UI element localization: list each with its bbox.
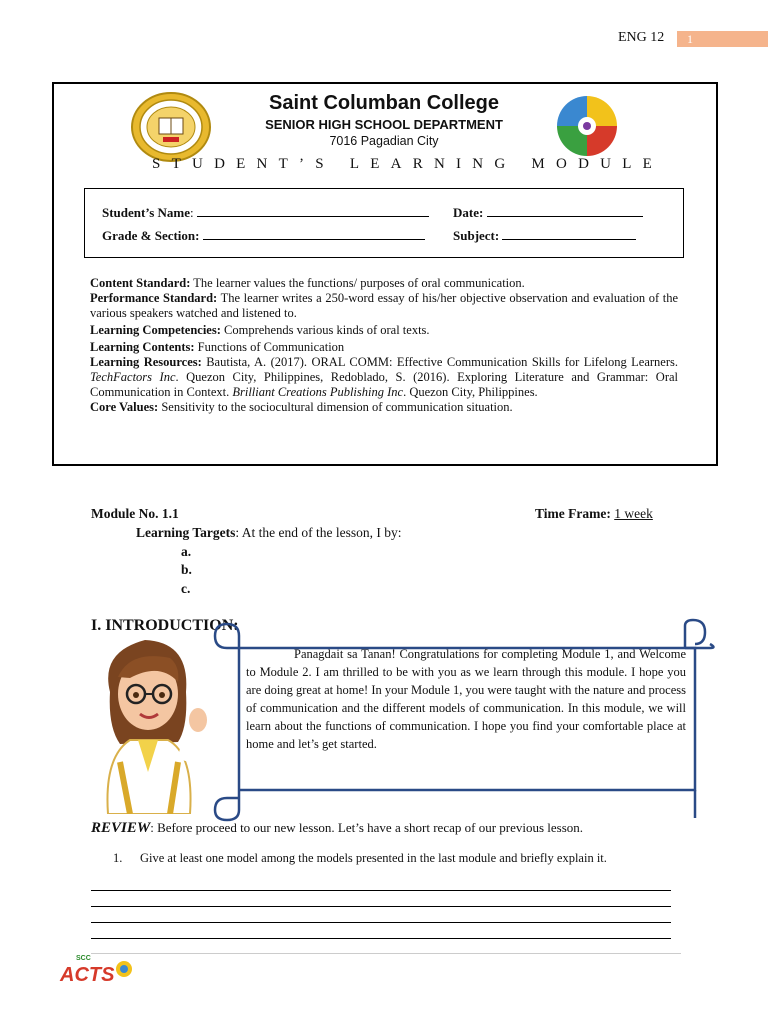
introduction-text: Panagdait sa Tanan! Congratulations for completing Module 1, and Welcome to Module 2. I am thrilled to be with you as we learn through this module. I hope you are doing great at home! In your Module 1, you were taught with the nature and process of communication and the different models of communication. In this module, we will learn about the functions of communication. I hope you find your comfortable place at home and let’s get started. — [246, 647, 686, 751]
review-prompt: REVIEW: Before proceed to our new lesson. Let’s have a short recap of our previous lesson. — [91, 820, 584, 836]
student-info-box — [84, 188, 684, 258]
module-heading-letter: U — [191, 156, 203, 172]
subject-label: Subject: — [453, 228, 500, 243]
student-name-field[interactable]: Student’s Name: — [102, 204, 429, 221]
module-heading-letter: R — [412, 156, 423, 172]
grade-section-label: Grade & Section: — [102, 228, 200, 243]
introduction-heading: I. INTRODUCTION: — [91, 617, 239, 634]
module-heading-letter: N — [256, 156, 268, 172]
date-label: Date: — [453, 205, 484, 220]
time-frame: Time Frame: 1 week — [535, 506, 653, 521]
svg-text:ACTS: ACTS — [60, 964, 115, 985]
acts-logo — [58, 951, 134, 985]
grade-section-field[interactable] — [102, 227, 425, 244]
module-heading-letter: L — [622, 156, 632, 172]
performance-standard: Performance Standard: The learner writes a 250-word essay of his/her objective observation and evaluation of the various speakers watched and listened to. — [90, 291, 678, 320]
module-heading-letter: D — [214, 156, 225, 172]
module-heading-letter: G — [494, 156, 506, 172]
module-heading — [152, 156, 652, 173]
standards-block — [90, 276, 678, 415]
target-item-c: c. — [181, 581, 191, 596]
module-heading-letter: ’ — [299, 156, 305, 172]
module-heading-letter: N — [433, 156, 445, 172]
time-frame-value: 1 week — [614, 506, 653, 521]
module-heading-letter: N — [472, 156, 484, 172]
content-standard: Content Standard: The learner values the functions/ purposes of oral communication. — [90, 276, 525, 290]
module-heading-letter: E — [236, 156, 246, 172]
answer-line-2[interactable] — [91, 906, 671, 907]
date-field[interactable] — [453, 204, 643, 221]
module-heading-letter: L — [349, 156, 359, 172]
learning-contents: Learning Contents: Functions of Communication — [90, 340, 345, 354]
module-heading-letter: A — [390, 156, 402, 172]
review-label: REVIEW — [91, 820, 151, 836]
answer-line-3[interactable] — [91, 922, 671, 923]
school-city: 7016 Pagadian City — [329, 134, 439, 148]
module-heading-letter: E — [642, 156, 652, 172]
core-values: Core Values: Sensitivity to the sociocultural dimension of communication situation. — [90, 400, 513, 414]
page-number: 1 — [677, 31, 768, 47]
module-heading-letter: U — [600, 156, 611, 172]
module-heading-letter: T — [278, 156, 288, 172]
module-heading-letter: T — [171, 156, 181, 172]
learning-competencies: Learning Competencies: Comprehends various kinds of oral texts. — [90, 323, 430, 337]
target-item-a: a. — [181, 544, 192, 559]
module-heading-letter: D — [578, 156, 589, 172]
learning-resources: Learning Resources: Bautista, A. (2017). ORAL COMM: Effective Communication Skills for Lifelong Learners. TechFactors Inc. Quezon City, Philippines, Redoblado, S. (2016). Exploring Literature and Grammar: Oral Communication in Context. Brilliant Creations Publishing Inc. Quezon City, Philippines. — [90, 355, 679, 399]
department-name: SENIOR HIGH SCHOOL DEPARTMENT — [265, 117, 503, 132]
module-heading-letter: S — [315, 156, 324, 172]
school-name: Saint Columban College — [268, 92, 500, 114]
module-heading-letter: M — [531, 156, 545, 172]
review-question-1: 1. Give at least one model among the models presented in the last module and briefly explain it. — [113, 851, 607, 865]
answer-line-4[interactable] — [91, 938, 671, 939]
footer-divider — [91, 953, 681, 954]
learning-targets: Learning Targets: At the end of the lesson, I by: — [136, 525, 402, 540]
subject-field[interactable] — [453, 227, 636, 244]
student-name-label: Student’s Name — [102, 205, 190, 220]
module-heading-letter: E — [370, 156, 380, 172]
module-heading-letter: O — [556, 156, 567, 172]
answer-line-1[interactable] — [91, 890, 671, 891]
target-item-b: b. — [181, 562, 192, 577]
teacher-avatar — [90, 632, 210, 814]
module-number: Module No. 1.1 — [91, 506, 179, 521]
module-heading-letter: I — [456, 156, 462, 172]
svg-text:SCC: SCC — [76, 955, 91, 962]
module-heading-letter: S — [152, 156, 161, 172]
course-code: ENG 12 — [618, 30, 665, 45]
